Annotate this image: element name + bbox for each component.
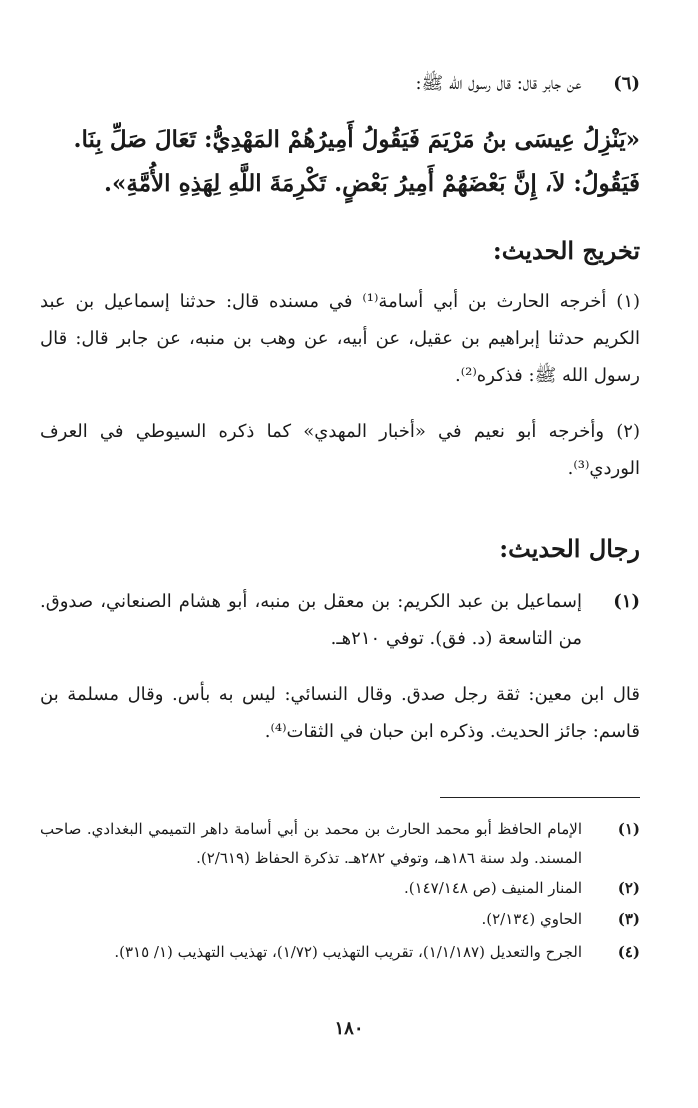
hadith-text-line-2: فَيَقُولُ: لاَ، إِنَّ بَعْضَهُمْ أَمِيرُ بَعْضٍ. تَكْرِمَةَ اللَّهِ لِهَذِهِ الأُمَّةِ». — [104, 170, 640, 197]
footnote-number: (٣) — [617, 910, 640, 928]
footnote-3 — [40, 905, 640, 934]
footnote-number: (١) — [617, 820, 640, 838]
hadith-isnad: عن جابر قال: قال رسول الله ﷺ: — [415, 73, 582, 94]
hadith-header — [415, 72, 640, 98]
footnote-separator — [440, 797, 640, 798]
rijal-item-number: (١) — [613, 591, 640, 612]
rijal-item-1 — [40, 583, 640, 657]
rijal-heading: رجال الحديث: — [499, 534, 640, 563]
footnote-number: (٢) — [617, 879, 640, 897]
takhrij-paragraph-1: (١) أخرجه الحارث بن أبي أسامة⁽¹⁾ في مسنده قال: حدثنا إسماعيل بن عبد الكريم حدثنا إبراهيم بن عقيل، عن أبيه، عن وهب بن منبه، عن جابر قال: قال رسول الله ﷺ: فذكره⁽²⁾. — [40, 291, 641, 386]
takhrij-heading: تخريج الحديث: — [492, 236, 640, 265]
footnote-2 — [40, 874, 640, 903]
page-number: ١٨٠ — [334, 1018, 364, 1039]
rijal-item-text: إسماعيل بن عبد الكريم: بن معقل بن منبه، أبو هشام الصنعاني، صدوق. من التاسعة (د. فق). توفي ٢١٠هـ. — [40, 591, 582, 649]
hadith-text-line-1: «يَنْزِلُ عِيسَى بنُ مَرْيَمَ فَيَقُولُ أَمِيرُهُمْ المَهْدِيُّ: تَعَالَ صَلِّ بِنَا. — [73, 126, 640, 153]
footnote-text: الجرح والتعديل (١/١/١٨٧)، تقريب التهذيب (١/٧٢)، تهذيب التهذيب (١/ ٣١٥). — [114, 943, 582, 961]
footnote-text: الحاوي (٢/١٣٤). — [481, 910, 582, 928]
footnote-text: الإمام الحافظ أبو محمد الحارث بن محمد بن أبي أسامة داهر التميمي البغدادي. صاحب المسند. ولد سنة ١٨٦هـ، وتوفي ٢٨٢هـ. تذكرة الحفاظ (٢/٦١٩). — [40, 820, 582, 867]
footnote-text: المنار المنيف (ص ١٤٧/١٤٨). — [403, 879, 582, 897]
footnote-number: (٤) — [617, 943, 640, 961]
rijal-paragraph: قال ابن معين: ثقة رجل صدق. وقال النسائي: ليس به بأس. وقال مسلمة بن قاسم: جائز الحديث. وذكره ابن حبان في الثقات⁽⁴⁾. — [40, 684, 640, 742]
takhrij-paragraph-2: (٢) وأخرجه أبو نعيم في «أخبار المهدي» كما ذكره السيوطي في العرف الوردي⁽³⁾. — [40, 421, 640, 479]
hadith-text — [40, 118, 640, 206]
hadith-number: (٦) — [613, 73, 640, 94]
footnote-1 — [40, 815, 640, 873]
footnote-4 — [40, 938, 640, 967]
